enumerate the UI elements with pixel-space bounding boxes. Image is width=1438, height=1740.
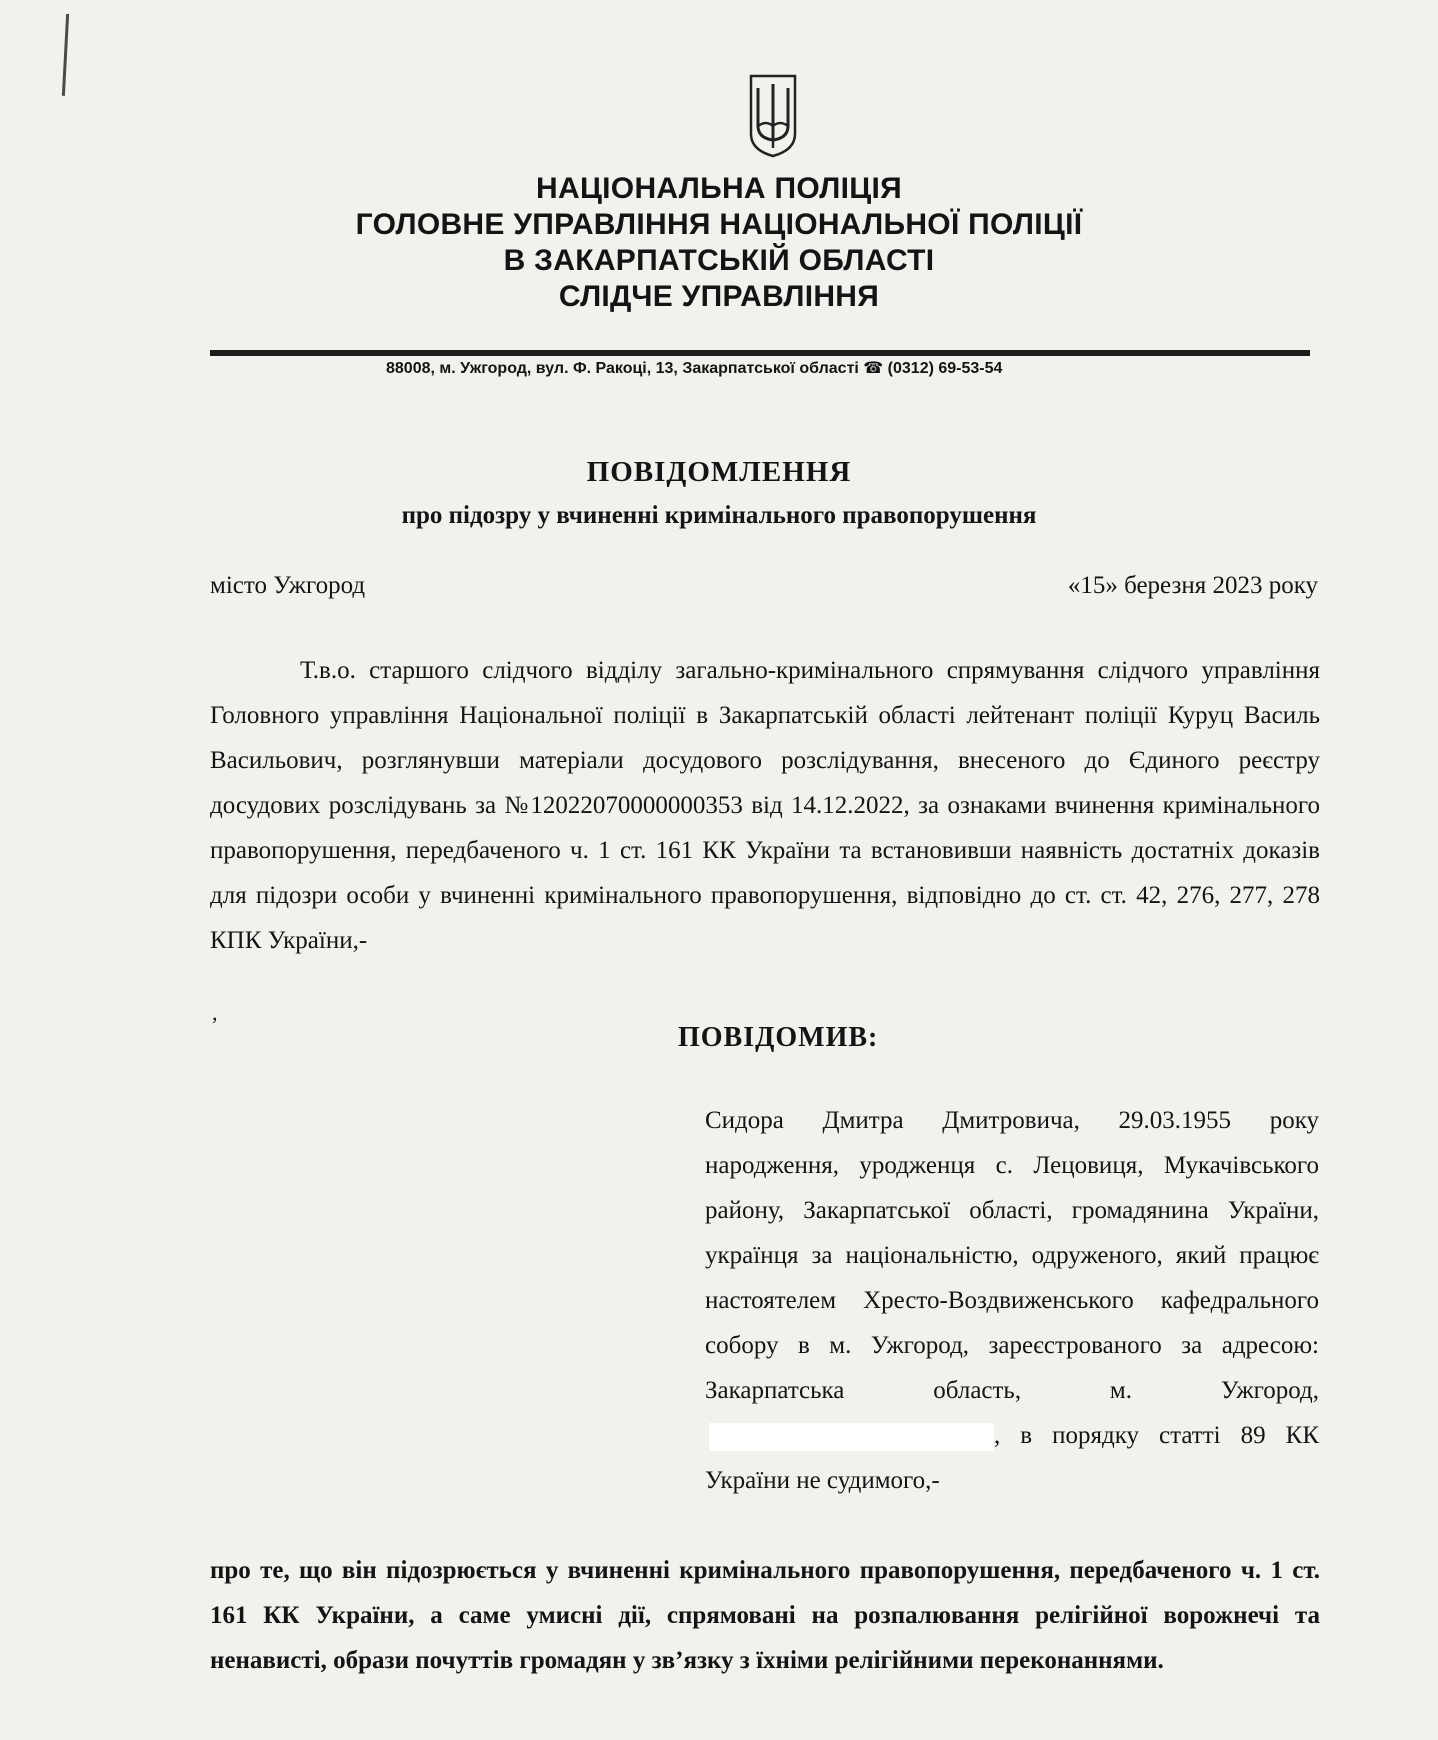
suspicion-paragraph: про те, що він підозрюється у вчиненні кримінального правопорушення, передбаченого ч. 1 ст. 161 КК України, а саме умисні дії, спрямовані на розпалювання релігійної ворожнечі та ненависті, образи почуттів громадян у зв’язку з їхніми релігійними переконаннями. (210, 1557, 1320, 1674)
header-line-3: В ЗАКАРПАТСЬКІЙ ОБЛАСТІ (503, 244, 935, 277)
header-line-4: СЛІДЧЕ УПРАВЛІННЯ (558, 280, 880, 313)
header-line-1: НАЦІОНАЛЬНА ПОЛІЦІЯ (536, 172, 902, 205)
margin-bullet: , (212, 1000, 218, 1025)
notice-title: ПОВІДОМЛЕННЯ (586, 456, 852, 488)
notice-city: місто Ужгород (210, 572, 366, 599)
trident-coat-of-arms-icon (748, 74, 798, 158)
pen-mark (62, 14, 75, 96)
informed-heading: ПОВІДОМИВ: (678, 1022, 879, 1053)
suspect-details (705, 1098, 1319, 1503)
notice-subtitle: про підозру у вчиненні кримінального правопорушення (401, 502, 1037, 529)
header-line-2: ГОЛОВНЕ УПРАВЛІННЯ НАЦІОНАЛЬНОЇ ПОЛІЦІЇ (355, 208, 1083, 241)
body-paragraph: Т.в.о. старшого слідчого відділу загально-кримінального спрямування слідчого управління Головного управління Національної поліції в Закарпатській області лейтенант поліції Куруц Василь Васильович, розглянувши матеріали досудового розслідування, внесеного до Єдиного реєстру досудових розслідувань за №12022070000000353 від 14.12.2022, за ознаками вчинення кримінального правопорушення, передбаченого ч. 1 ст. 161 КК України та встановивши наявність достатніх доказів для підозри особи у вчиненні кримінального правопорушення, відповідно до ст. ст. 42, 276, 277, 278 КПК України,- (210, 657, 1320, 954)
suspect-details-tail: , в порядку статті 89 КК України не судимого,- (705, 1422, 1319, 1494)
header-divider (210, 350, 1310, 356)
header-address: 88008, м. Ужгород, вул. Ф. Ракоці, 13, Закарпатської області ☎ (0312) 69-53-54 (386, 360, 1003, 377)
redacted-address (709, 1423, 994, 1451)
suspect-details-text: Сидора Дмитра Дмитровича, 29.03.1955 року народження, уродженця с. Лецовиця, Мукачівського району, Закарпатської області, громадянина України, українця за національністю, одруженого, який працює настоятелем Хресто-Воздвиженського кафедрального собору в м. Ужгород, зареєстрованого за адресою: Закарпатська область, м. Ужгород, (705, 1107, 1319, 1404)
notice-date: «15» березня 2023 року (1067, 572, 1318, 599)
